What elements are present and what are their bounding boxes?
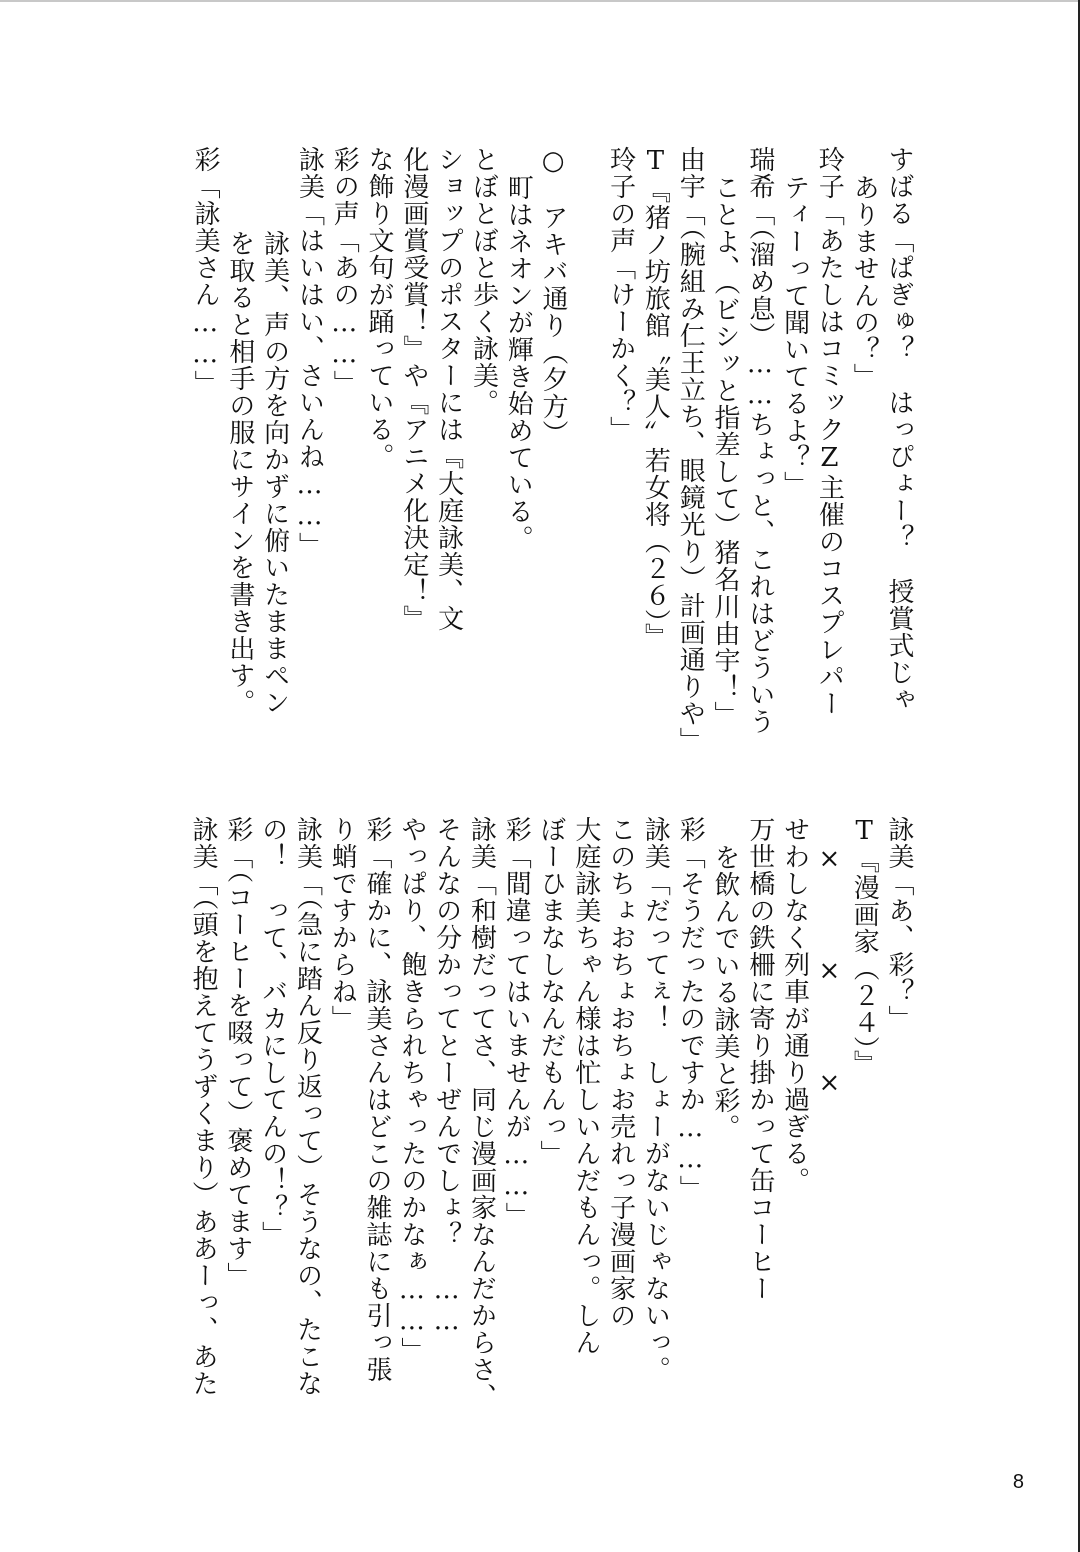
script-line: 彩の声「あの……」	[329, 146, 360, 397]
script-line: り蛸ですからね」	[327, 816, 358, 1032]
stage-direction: 町はネオンが輝き始めている。	[503, 174, 534, 552]
script-line: 彩「（コーヒーを啜って）褒めてます」	[222, 816, 253, 1289]
script-line: 彩「間違ってはいませんが……」	[501, 816, 532, 1229]
stage-direction: を取ると相手の服にサインを書き出す。	[224, 230, 255, 716]
script-line: そんなの分かってとーぜんでしょ？ ……	[431, 816, 462, 1337]
stage-direction: ショップのポスターには『大庭詠美、文	[433, 146, 464, 632]
script-line: 玲子「あたしはコミックZ主催のコスプレパー	[814, 146, 845, 717]
script-line: 彩「詠美さん……」	[190, 146, 221, 397]
script-line: 詠美「（急に踏ん反り返って）そうなの、たこな	[292, 816, 323, 1397]
page-number: 8	[1012, 1471, 1024, 1493]
stage-direction: を飲んでいる詠美と彩。	[710, 844, 741, 1141]
stage-direction: 化漫画賞受賞！』や『アニメ化決定！』	[398, 146, 429, 632]
script-line: ことよ、（ビシッと指差して）猪名川由宇！」	[710, 174, 741, 728]
scene-heading: ○ アキバ通り（夕方）	[538, 146, 569, 447]
script-line: 詠美「和樹だってさ、同じ漫画家なんだからさ、	[466, 816, 497, 1410]
script-line: 彩「確かに、詠美さんはどこの雑誌にも引っ張	[362, 816, 393, 1383]
script-line: T『猪ノ坊旅館〝美人〟若女将（２６）』	[640, 146, 671, 650]
script-line: ティーって聞いてるよ？」	[779, 174, 810, 498]
script-line: T『漫画家（２４）』	[849, 816, 880, 1077]
script-line: 詠美「（頭を抱えてうずくまり）ああーっ、あた	[188, 816, 219, 1397]
script-line: 詠美「だってぇ！ しょーがないじゃないっ。	[640, 816, 671, 1383]
stage-direction: せわしなく列車が通り過ぎる。	[779, 816, 810, 1194]
stage-direction: とぼとぼと歩く詠美。	[468, 146, 499, 416]
script-line: 詠美「あ、彩？」	[884, 816, 914, 1032]
stage-direction: 万世橋の鉄柵に寄り掛かって缶コーヒー	[744, 816, 775, 1302]
script-line: 詠美「はいはい、さいんね……」	[294, 146, 325, 559]
bottom-text-block	[175, 816, 915, 1416]
script-line: ぼーひまなしなんだもんっ」	[536, 816, 567, 1167]
script-line: 由宇「（腕組み仁王立ち、眼鏡光り）計画通りや」	[675, 146, 706, 754]
script-line: の！ って、バカにしてんの！？」	[257, 816, 288, 1248]
script-line: 玲子の声「けーかく？」	[605, 146, 636, 443]
stage-direction: 詠美、声の方を向かずに俯いたままペン	[259, 230, 290, 716]
script-line: このちょおちょおちょお売れっ子漫画家の	[605, 816, 636, 1329]
script-line: 瑞希「（溜め息）……ちょっと、これはどういう	[744, 146, 775, 735]
stage-direction: な飾り文句が踊っている。	[364, 146, 395, 470]
script-line: ありませんの？」	[849, 174, 880, 390]
script-line: 彩「そうだったのですか……」	[675, 816, 706, 1202]
script-line: すばる「ぱぎゅ？ はっぴょー？ 授賞式じゃ	[884, 146, 914, 713]
page-top-border	[0, 0, 1080, 2]
script-line: 大庭詠美ちゃん様は忙しいんだもんっ。しん	[570, 816, 601, 1356]
script-line: やっぱり、飽きられちゃったのかなぁ……」	[396, 816, 427, 1364]
top-text-block	[175, 146, 915, 786]
scene-break-marker: × × ×	[814, 844, 845, 1099]
